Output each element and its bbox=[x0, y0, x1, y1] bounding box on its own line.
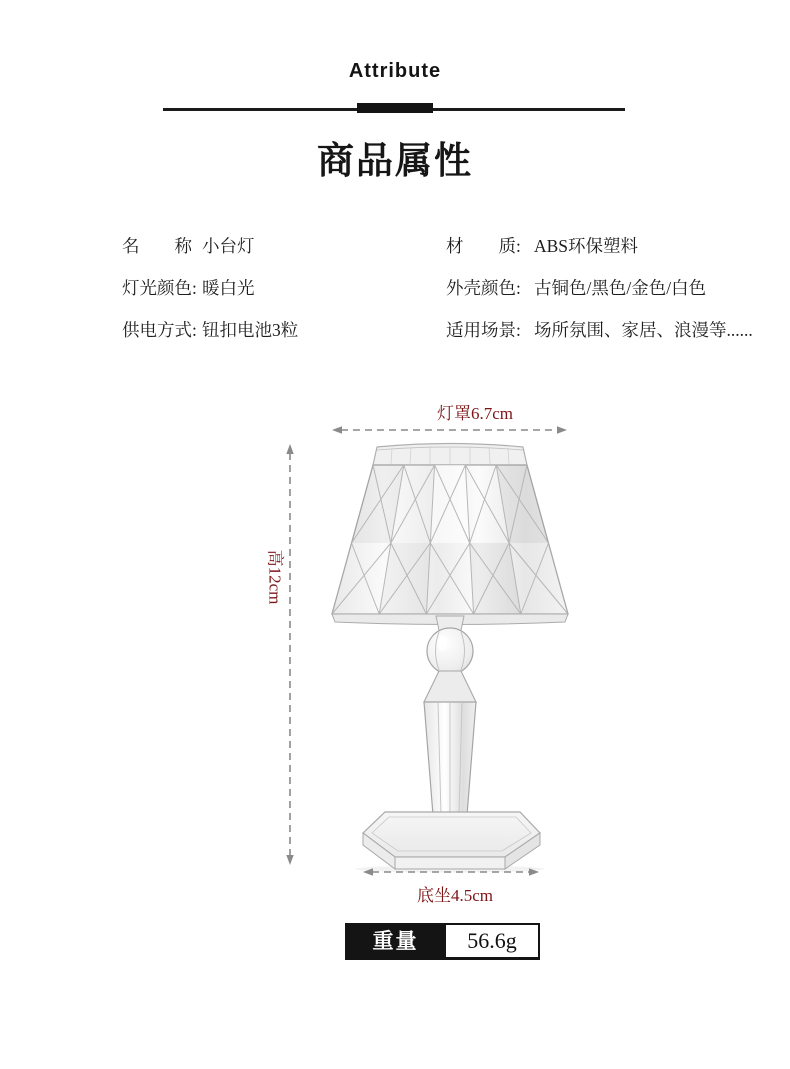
spec-value: 暖白光 bbox=[202, 278, 255, 298]
spec-label: 供电方式: bbox=[122, 320, 197, 340]
spec-label: 灯光颜色: bbox=[122, 278, 197, 298]
spec-row-light-color bbox=[122, 278, 298, 298]
spec-label: 外壳颜色: bbox=[446, 278, 521, 298]
spec-value: 钮扣电池3粒 bbox=[202, 320, 299, 340]
height-dimension-label: 高12cm bbox=[265, 549, 285, 605]
crystal-lamp-illustration bbox=[310, 438, 590, 874]
spec-label: 材 质: bbox=[446, 236, 521, 256]
divider-accent-bar bbox=[357, 103, 433, 113]
spec-value: 场所氛围、家居、浪漫等...... bbox=[534, 320, 753, 340]
spec-column-left bbox=[122, 236, 298, 362]
spec-column-right bbox=[446, 236, 753, 362]
base-dimension-label: 底坐4.5cm bbox=[417, 886, 494, 905]
weight-badge bbox=[345, 923, 540, 960]
section-title: 商品属性 bbox=[317, 140, 473, 181]
shade-dimension-label: 灯罩6.7cm bbox=[437, 404, 514, 423]
spec-row-scene bbox=[446, 320, 753, 340]
spec-value: 小台灯 bbox=[202, 236, 255, 256]
spec-row-power bbox=[122, 320, 298, 340]
spec-value: ABS环保塑料 bbox=[534, 236, 639, 256]
spec-label: 名 称 bbox=[122, 236, 192, 256]
spec-row-name bbox=[122, 236, 298, 256]
section-subtitle-en: Attribute bbox=[348, 60, 442, 82]
spec-row-shell-color bbox=[446, 278, 753, 298]
product-photo bbox=[310, 438, 590, 874]
spec-label: 适用场景: bbox=[446, 320, 521, 340]
spec-value: 古铜色/黑色/金色/白色 bbox=[534, 278, 707, 298]
weight-value: 56.6g bbox=[446, 925, 538, 957]
weight-label: 重量 bbox=[372, 929, 419, 953]
spec-row-material bbox=[446, 236, 753, 256]
